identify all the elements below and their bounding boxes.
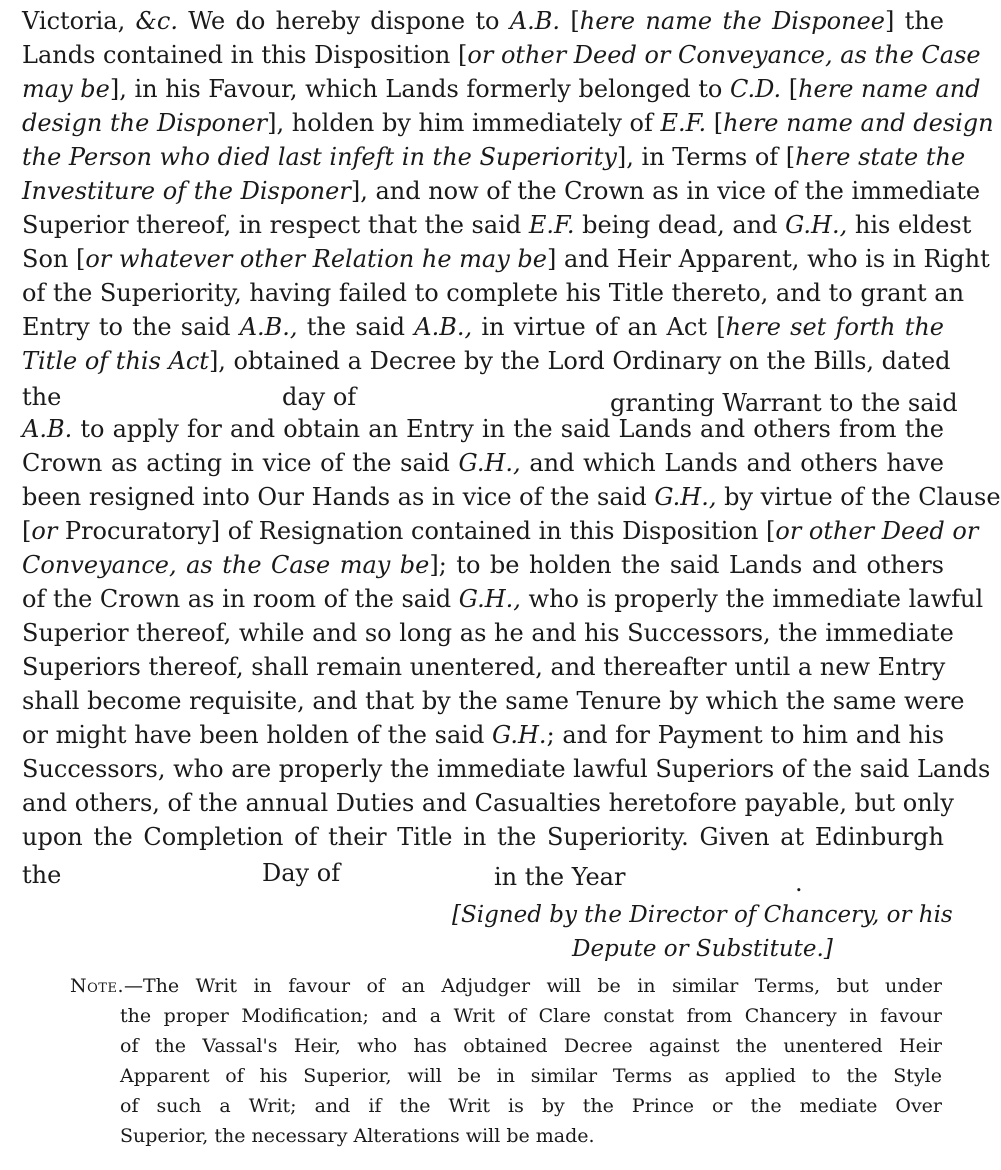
note-line — [120, 1062, 942, 1090]
text-segment: [ — [706, 109, 724, 137]
note-label: Note. — [70, 975, 124, 997]
text-segment: ], in his Favour, which Lands formerly belonged to — [109, 75, 730, 103]
body-line — [22, 344, 951, 378]
note-line — [120, 1092, 942, 1120]
text-segment: ], and now of the Crown as in vice of the immediate — [350, 177, 981, 205]
body-line — [22, 820, 944, 854]
italic-segment: &c. — [135, 7, 178, 35]
text-segment: ]; to be holden the said Lands and others — [429, 551, 944, 579]
text-segment: and which Lands and others have — [520, 449, 944, 477]
italic-segment: or — [31, 517, 58, 545]
italic-segment: here name and design — [723, 109, 994, 137]
italic-segment: or other Deed or Conveyance, as the Case — [467, 41, 981, 69]
text-segment: Victoria, — [22, 7, 136, 35]
text-segment: in virtue of an Act [ — [472, 313, 726, 341]
note-line — [120, 1122, 942, 1150]
body-line — [22, 208, 972, 242]
italic-segment: G.H., — [458, 585, 521, 613]
dated-granting-warrant: granting Warrant to the said — [610, 389, 958, 417]
body-line — [22, 140, 966, 174]
signature-line-1: [Signed by the Director of Chancery, or his — [452, 902, 953, 928]
note-text: the proper Modification; and a Writ of Clare constat from Chancery in favour — [120, 1005, 942, 1027]
text-segment: ], in Terms of [ — [616, 143, 796, 171]
body-line — [22, 446, 944, 480]
body-line — [22, 752, 991, 786]
text-segment: to apply for and obtain an Entry in the said Lands and others from the — [72, 415, 944, 443]
text-segment: We do hereby dispone to — [177, 7, 510, 35]
body-line — [22, 514, 979, 548]
italic-segment: Investiture of the Disponer — [22, 177, 351, 205]
note-text: Apparent of his Superior, will be in similar Terms as applied to the Style — [120, 1065, 942, 1087]
body-line — [22, 650, 944, 684]
italic-segment: the Person who died last infeft in the Superiority — [22, 143, 617, 171]
italic-segment: A.B., — [414, 313, 473, 341]
body-line — [22, 276, 965, 310]
text-segment: of the Crown as in room of the said — [22, 585, 459, 613]
given-period: . — [795, 869, 803, 897]
body-line — [22, 106, 994, 140]
note-text: The Writ in favour of an Adjudger will be in similar Terms, but under — [142, 975, 942, 997]
given-the-word: the — [22, 861, 62, 889]
italic-segment: here set forth the — [725, 313, 945, 341]
italic-segment: Title of this Act — [22, 347, 209, 375]
body-line — [22, 38, 981, 72]
signature-line-2: Depute or Substitute.] — [572, 936, 833, 962]
italic-segment: design the Disponer — [22, 109, 268, 137]
note-text: of such a Writ; and if the Writ is by the Prince or the mediate Over — [120, 1095, 942, 1117]
body-line — [22, 242, 990, 276]
italic-segment: or whatever other Relation he may be — [85, 245, 547, 273]
text-segment: [ — [781, 75, 799, 103]
text-segment: Successors, who are properly the immediate lawful Superiors of the said Lands — [22, 755, 991, 783]
text-segment: ], obtained a Decree by the Lord Ordinary on the Bills, dated — [208, 347, 951, 375]
italic-segment: A.B. — [509, 7, 561, 35]
text-segment: [ — [560, 7, 580, 35]
given-in-the-year: in the Year — [494, 863, 626, 891]
italic-segment: A.B. — [22, 415, 73, 443]
italic-segment: here name and — [798, 75, 981, 103]
text-segment: Lands contained in this Disposition [ — [22, 41, 468, 69]
body-line — [22, 616, 954, 650]
body-line — [22, 4, 944, 38]
body-line — [22, 480, 1001, 514]
text-segment: who is properly the immediate lawful — [520, 585, 984, 613]
italic-segment: E.F. — [528, 211, 575, 239]
body-line — [22, 310, 944, 344]
text-segment: by virtue of the Clause — [716, 483, 1001, 511]
text-segment: ] the — [884, 7, 944, 35]
italic-segment: A.B., — [239, 313, 298, 341]
text-segment: and others, of the annual Duties and Casualties heretofore payable, but only — [22, 789, 954, 817]
note-line — [70, 972, 942, 1000]
text-segment: his eldest — [847, 211, 972, 239]
text-segment: being dead, and — [574, 211, 786, 239]
text-segment: shall become requisite, and that by the same Tenure by which the same were — [22, 687, 965, 715]
italic-segment: G.H., — [458, 449, 521, 477]
text-segment: ; and for Payment to him and his — [546, 721, 945, 749]
text-segment: or might have been holden of the said — [22, 721, 493, 749]
body-line — [22, 548, 944, 582]
text-segment: Procuratory] of Resignation contained in this Disposition [ — [57, 517, 776, 545]
text-segment: Superior thereof, in respect that the said — [22, 211, 529, 239]
body-line — [22, 684, 965, 718]
text-segment: [ — [22, 517, 32, 545]
body-line — [22, 582, 984, 616]
italic-segment: may be — [22, 75, 110, 103]
text-segment: of the Superiority, having failed to complete his Title thereto, and to grant an — [22, 279, 965, 307]
text-segment: ] and Heir Apparent, who is in Right — [547, 245, 990, 273]
text-segment: Superiors thereof, shall remain unentered, and thereafter until a new Entry — [22, 653, 946, 681]
text-segment: Crown as acting in vice of the said — [22, 449, 459, 477]
italic-segment: E.F. — [660, 109, 707, 137]
text-segment: Superior thereof, while and so long as he and his Successors, the immediate — [22, 619, 954, 647]
text-segment: been resigned into Our Hands as in vice of the said — [22, 483, 655, 511]
text-segment: Son [ — [22, 245, 86, 273]
text-segment: ], holden by him immediately of — [267, 109, 661, 137]
text-segment: the said — [297, 313, 415, 341]
italic-segment: or other Deed or — [775, 517, 979, 545]
note-line — [120, 1032, 942, 1060]
text-segment: upon the Completion of their Title in the Superiority. Given at Edinburgh — [22, 823, 944, 851]
italic-segment: C.D. — [729, 75, 782, 103]
body-line — [22, 174, 981, 208]
body-line — [22, 718, 944, 752]
text-segment: Entry to the said — [22, 313, 240, 341]
note-dash: — — [123, 975, 143, 997]
note-text: Superior, the necessary Alterations will be made. — [120, 1125, 595, 1147]
body-line — [22, 72, 981, 106]
note-line — [120, 1002, 942, 1030]
body-line — [22, 786, 954, 820]
italic-segment: here state the — [795, 143, 966, 171]
italic-segment: G.H. — [492, 721, 547, 749]
italic-segment: G.H., — [785, 211, 848, 239]
italic-segment: Conveyance, as the Case may be — [22, 551, 430, 579]
note-text: of the Vassal's Heir, who has obtained Decree against the unentered Heir — [120, 1035, 942, 1057]
given-day-of: Day of — [262, 859, 341, 887]
dated-day-of: day of — [282, 383, 357, 411]
italic-segment: G.H., — [654, 483, 717, 511]
dated-the-word: the — [22, 383, 62, 411]
italic-segment: here name the Disponee — [579, 7, 885, 35]
